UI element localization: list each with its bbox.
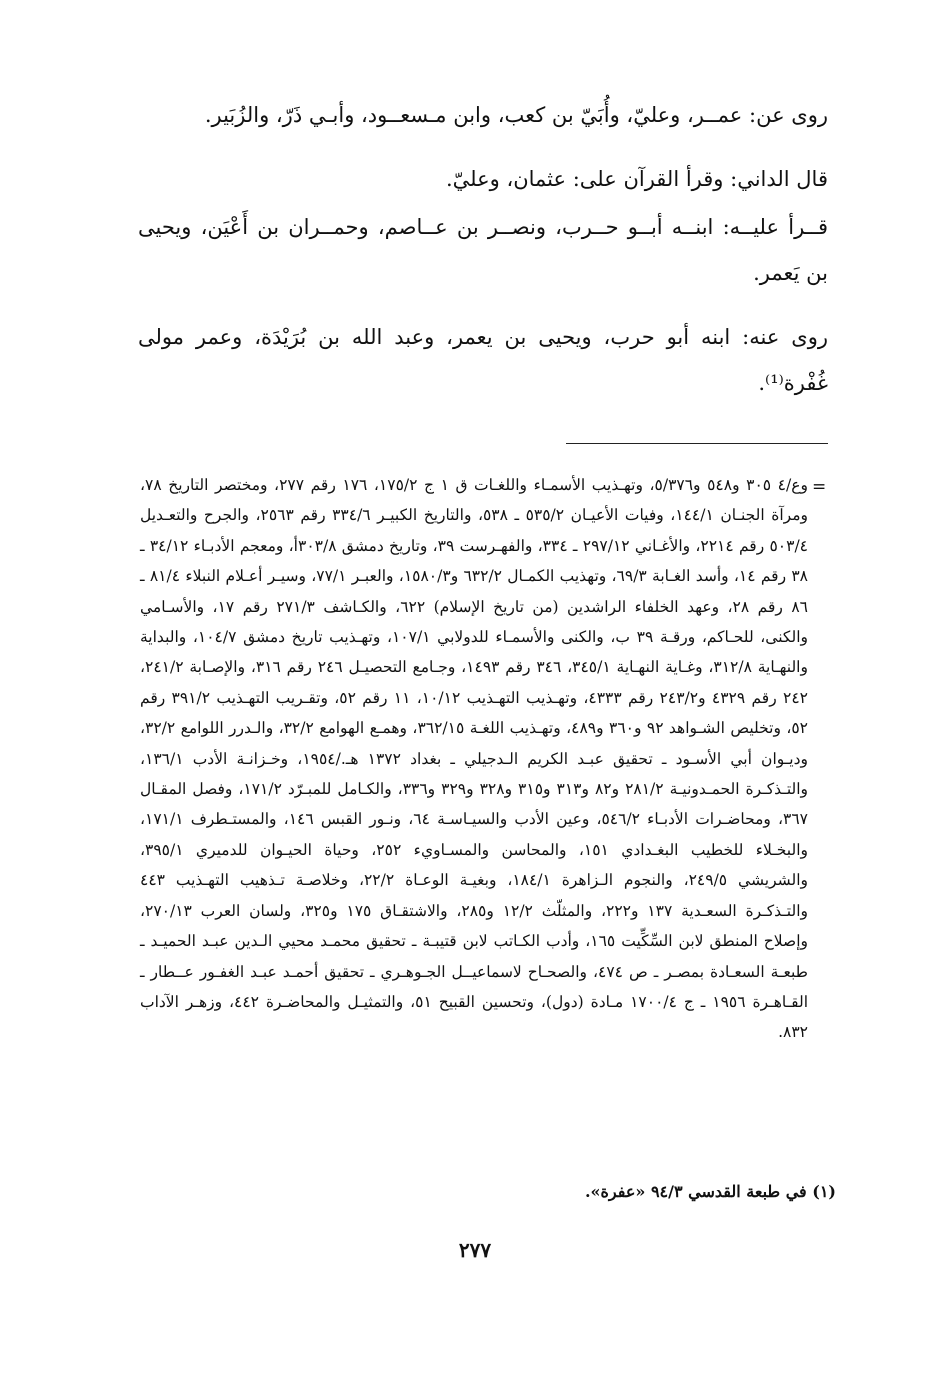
- references-block: [140, 470, 808, 1048]
- dani-paragraph: قال الداني: وقرأ القرآن على: عثمان، وعليّ.: [445, 167, 828, 191]
- continuation-mark: =: [812, 477, 827, 497]
- page-number: ٢٧٧: [458, 1238, 492, 1262]
- references-text: وع/٤ ٣٠٥ و٥٤٨ و٥/٣٧٦، وتهـذيب الأسمـاء واللغـات ق ١ ج ١٧٥/٢، ١٧٦ رقم ٢٧٧، ومختصر التاريخ ٧٨، ومرآة الجنـان ١٤٤/١، وفيات الأعيـان ٥٣٥/٢ ـ ٥٣٨، والتاريخ الكبيـر ٣٣٤/٦ رقم ٢٥٦٣، والجرح والتعـديل ٥٠٣/٤ رقم ٢٢١٤، والأغـاني ٢٩٧/١٢ ـ ٣٣٤، والفهـرست ٣٩، وتاريخ دمشق ٣٠٣/٨أ، ومعجم الأدبـاء ٣٤/١٢ ـ ٣٨ رقم ١٤، وأسد الغـابة ٦٩/٣، وتهذيب الكمـال ٦٣٢/٢ و١٥٨٠/٣، والعبـر ٧٧/١، وسيـر أعـلام النبلاء ٨١/٤ ـ ٨٦ رقم ٢٨، وعهد الخلفاء الراشدين (من تاريخ الإسلام) ٦٢٢، والكـاشف ٢٧١/٣ رقم ١٧، والأسـامي والكنى، للحـاكم، ورقـة ٣٩ ب، والكنى والأسمـاء للدولابي ١٠٧/١، وتهـذيب تاريخ دمشق ١٠٤/٧، والبداية والنهـاية ٣١٢/٨، وغـاية النهـاية ٣٤٥/١، ٣٤٦ رقم ١٤٩٣، وجـامع التحصيـل ٢٤٦ رقم ٣١٦، والإصـابة ٢٤١/٢، ٢٤٢ رقم ٤٣٢٩ و٢٤٣/٢ رقم ٤٣٣٣، وتهـذيب التهـذيب ١٠/١٢، ١١ رقم ٥٢، وتقـريب التهـذيب ٣٩١/٢ رقم ٥٢، وتخليص الشـواهد ٩٢ و٣٦٠ و٤٨٩، وتهـذيب اللغـة ٣٦٢/١٥، وهمـع الهوامع ٣٢/٢، والـدرر اللوامع ٣٢/٢، وديـوان أبي الأسـود ـ تحقيق عبـد الكريم الـدجيلي ـ بغداد ١٣٧٢ هـ./١٩٥٤، وخـزانـة الأدب ١٣٦/١، والتـذكـرة الحمـدونيـة ٢٨١/٢ و٨٢ و٣١٣ و٣١٥ و٣٢٨ و٣٢٩ و٣٣٦، والكـامل للمبـرّد ١٧١/٢، وفصل المقـال ٣٦٧، ومحاضـرات الأدبـاء ٥٤٦/٢، وعين الأدب والسيـاسـة ٦٤، ونـور القبس ١٤٦، والمستـطرف ١٧١/١، والبخـلاء للخطيب البغـدادي ١٥١، والمحاسن والمسـاويء ٢٥٢، وحياة الحيـوان للدميري ٣٩٥/١، والشريشي ٢٤٩/٥، والنجوم الـزاهرة ١٨٤/١، وبغيـة الوعـاة ٢٢/٢، وخلاصـة تـذهيب التهـذيب ٤٤٣ والتـذكـرة السعـدية ١٣٧ و٢٢٢، والمثلّث ١٢/٢ و٢٨٥، والاشتقـاق ١٧٥ و٣٢٥، ولسان العرب ٢٧٠/١٣، وإصلاح المنطق لابن السِّكِّيت ١٦٥، وأدب الكـاتب لابن قتيبـة ـ تحقيق محمـد محيي الـدين عبـد الحميـد ـ طبعـة السعـادة بمصـر ـ ص ٤٧٤، والصحـاح لاسماعيــل الجـوهـري ـ تحقيق أحمـد عبـد الغفـور عــطار ـ القـاهـرة ١٩٥٦ ـ ج ١٧٠٠/٤ مـادة (دول)، وتحسين القبيح ٥١، والتمثيـل والمحاضـرة ٤٤٢، وزهـر الآداب ٨٣٢.: [140, 476, 809, 1042]
- narrators-to-paragraph: روى عنه: ابنه أبو حرب، ويحيى بن يعمر، وعبد الله بن بُرَيْدَة، وعمر مولى غُفْرة⁽¹⁾.: [138, 325, 828, 395]
- footnote-1: (١) في طبعة القدسي ٩٤/٣ «عفرة».: [584, 1182, 836, 1201]
- narrators-from-paragraph: روى عن: عمــر، وعليّ، وأُبَيّ بن كعب، وابن مـسعــود، وأبـي ذَرّ، والزُبَير.: [204, 103, 828, 127]
- main-text-block: [138, 92, 828, 406]
- readers-paragraph: قــرأ عليــه: ابنــه أبــو حــرب، ونصــر بن عــاصم، وحمــران بن أَعْيَن، ويحيى بن يَعمر.: [138, 215, 828, 285]
- footnote-separator: [566, 443, 828, 444]
